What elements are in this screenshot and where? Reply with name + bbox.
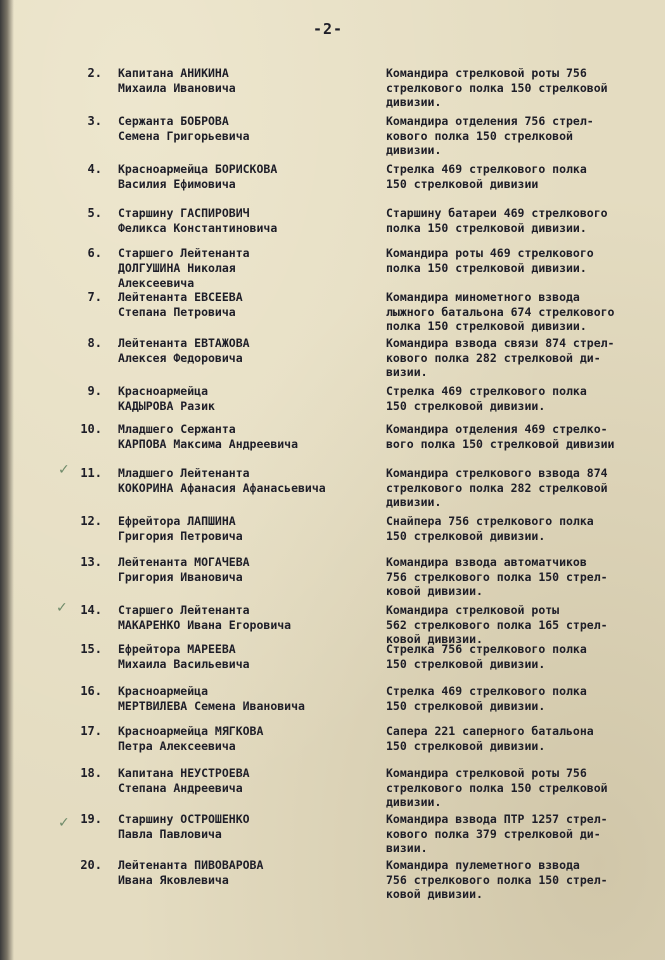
position-description-line: 756 стрелкового полка 150 стрел- — [386, 872, 608, 887]
position-description-line: Сапера 221 саперного батальона — [386, 724, 594, 738]
position-description-line: Командира отделения 469 стрелко- — [386, 422, 608, 436]
position-description — [386, 246, 662, 275]
person-name — [118, 466, 380, 496]
position-description — [386, 642, 662, 671]
person-name-line: Ивана Яковлевича — [118, 873, 229, 887]
position-description-line: 150 стрелковой дивизии. — [386, 738, 546, 753]
person-name-line: Старшину ОСТРОШЕНКО — [118, 812, 250, 826]
position-description-line: 150 стрелковой дивизии. — [386, 398, 546, 413]
position-description-line: Командира роты 469 стрелкового — [386, 246, 594, 260]
person-name — [118, 555, 380, 585]
position-description-line: 150 стрелковой дивизии. — [386, 698, 546, 713]
person-name — [118, 514, 380, 544]
position-description-line: 150 стрелковой дивизии. — [386, 656, 546, 671]
person-name — [118, 336, 380, 366]
person-name-line: Лейтенанта МОГАЧЕВА — [118, 555, 250, 569]
check-mark-icon: ✓ — [58, 815, 70, 831]
person-name-line: ДОЛГУШИНА Николая — [118, 261, 236, 275]
person-name — [118, 422, 380, 452]
position-description — [386, 66, 662, 110]
position-description — [386, 724, 662, 753]
position-description-line: лыжного батальона 674 стрелкового — [386, 304, 615, 319]
position-description-line: дивизии. — [386, 495, 442, 509]
person-name-line: Красноармейца БОРИСКОВА — [118, 162, 278, 176]
person-name-line: Лейтенанта ЕВСЕЕВА — [118, 290, 243, 304]
position-description-line: дивизии. — [386, 95, 442, 109]
person-name-line: Лейтенанта ПИВОВАРОВА — [118, 858, 264, 872]
entry-number: 13. — [80, 555, 102, 569]
position-description-line: Командира стрелкового взвода 874 — [386, 466, 608, 480]
position-description — [386, 603, 662, 647]
position-description — [386, 162, 662, 191]
person-name-line: Петра Алексеевича — [118, 739, 236, 753]
position-description-line: Командира взвода связи 874 стрел- — [386, 336, 615, 350]
person-name-line: Капитана НЕУСТРОЕВА — [118, 766, 250, 780]
position-description-line: Командира взвода ПТР 1257 стрел- — [386, 812, 608, 826]
position-description-line: стрелкового полка 150 стрелковой — [386, 80, 608, 95]
position-description-line: кового полка 150 стрелковой — [386, 128, 573, 143]
person-name — [118, 290, 380, 320]
person-name-line: КОКОРИНА Афанасия Афанасьевича — [118, 481, 326, 495]
position-description-line: кового полка 282 стрелковой ди- — [386, 350, 601, 365]
person-name-line: Младшего Сержанта — [118, 422, 236, 436]
person-name-line: МАКАРЕНКО Ивана Егоровича — [118, 618, 292, 632]
position-description-line: Стрелка 469 стрелкового полка — [386, 684, 587, 698]
person-name — [118, 206, 380, 236]
person-name — [118, 684, 380, 714]
person-name — [118, 384, 380, 414]
entry-number: 7. — [87, 290, 102, 304]
position-description-line: Командира стрелковой роты — [386, 603, 560, 617]
position-description-line: визии. — [386, 841, 428, 855]
person-name-line: Старшего Лейтенанта — [118, 246, 250, 260]
position-description-line: стрелкового полка 282 стрелковой — [386, 480, 608, 495]
entry-number: 4. — [87, 162, 102, 176]
position-description — [386, 555, 662, 599]
position-description-line: 150 стрелковой дивизии — [386, 176, 539, 191]
position-description-line: 150 стрелковой дивизии. — [386, 528, 546, 543]
person-name — [118, 642, 380, 672]
person-name — [118, 66, 380, 96]
entry-number: 16. — [80, 684, 102, 698]
position-description-line: Командира стрелковой роты 756 — [386, 766, 587, 780]
person-name-line: Ефрейтора ЛАПШИНА — [118, 514, 236, 528]
position-description — [386, 514, 662, 543]
position-description-line: 756 стрелкового полка 150 стрел- — [386, 569, 608, 584]
position-description-line: Командира минометного взвода — [386, 290, 580, 304]
person-name-line: Василия Ефимовича — [118, 177, 236, 191]
position-description-line: 562 стрелкового полка 165 стрел- — [386, 617, 608, 632]
position-description-line: Командира пулеметного взвода — [386, 858, 580, 872]
position-description-line: вого полка 150 стрелковой дивизии — [386, 436, 615, 451]
person-name-line: Семена Григорьевича — [118, 129, 250, 143]
check-mark-icon: ✓ — [58, 462, 70, 478]
person-name-line: Степана Петровича — [118, 305, 236, 319]
position-description — [386, 384, 662, 413]
entry-number: 8. — [87, 336, 102, 350]
person-name-line: Григория Петровича — [118, 529, 243, 543]
person-name-line: Григория Ивановича — [118, 570, 243, 584]
person-name-line: КАДЫРОВА Разик — [118, 399, 215, 413]
position-description — [386, 206, 662, 235]
person-name — [118, 766, 380, 796]
entry-number: 17. — [80, 724, 102, 738]
person-name-line: Младшего Лейтенанта — [118, 466, 250, 480]
person-name-line: Павла Павловича — [118, 827, 222, 841]
position-description-line: Командира отделения 756 стрел- — [386, 114, 594, 128]
position-description — [386, 812, 662, 856]
person-name-line: Алексеевича — [118, 276, 195, 290]
person-name — [118, 603, 380, 633]
position-description-line: ковой дивизии. — [386, 632, 483, 646]
person-name-line: Степана Андреевича — [118, 781, 243, 795]
position-description-line: дивизии. — [386, 143, 442, 157]
entry-number: 3. — [87, 114, 102, 128]
person-name-line: Старшего Лейтенанта — [118, 603, 250, 617]
position-description-line: ковой дивизии. — [386, 887, 483, 901]
person-name — [118, 246, 380, 291]
person-name-line: Феликса Константиновича — [118, 221, 278, 235]
position-description — [386, 766, 662, 810]
scan-edge — [0, 0, 14, 960]
position-description-line: дивизии. — [386, 795, 442, 809]
person-name-line: КАРПОВА Максима Андреевича — [118, 437, 299, 451]
position-description-line: полка 150 стрелковой дивизии. — [386, 220, 587, 235]
person-name-line: МЕРТВИЛЕВА Семена Ивановича — [118, 699, 305, 713]
entry-number: 12. — [80, 514, 102, 528]
entry-number: 5. — [87, 206, 102, 220]
entry-number: 14. — [80, 603, 102, 617]
person-name-line: Старшину ГАСПИРОВИЧ — [118, 206, 250, 220]
entry-number: 19. — [80, 812, 102, 826]
person-name — [118, 162, 380, 192]
entry-number: 11. — [80, 466, 102, 480]
person-name-line: Красноармейца — [118, 384, 209, 398]
person-name-line: Сержанта БОБРОВА — [118, 114, 229, 128]
page-number: -2- — [312, 20, 344, 38]
position-description — [386, 422, 662, 451]
person-name-line: Алексея Федоровича — [118, 351, 243, 365]
position-description-line: полка 150 стрелковой дивизии. — [386, 260, 587, 275]
entry-number: 20. — [80, 858, 102, 872]
person-name-line: Михаила Васильевича — [118, 657, 250, 671]
position-description-line: Командира взвода автоматчиков — [386, 555, 587, 569]
person-name-line: Михаила Ивановича — [118, 81, 236, 95]
person-name-line: Лейтенанта ЕВТАЖОВА — [118, 336, 250, 350]
entry-number: 9. — [87, 384, 102, 398]
entry-number: 6. — [87, 246, 102, 260]
position-description — [386, 290, 662, 334]
position-description-line: Стрелка 469 стрелкового полка — [386, 162, 587, 176]
position-description-line: Стрелка 756 стрелкового полка — [386, 642, 587, 656]
position-description-line: кового полка 379 стрелковой ди- — [386, 826, 601, 841]
position-description-line: Старшину батареи 469 стрелкового — [386, 206, 608, 220]
position-description — [386, 684, 662, 713]
entry-number: 18. — [80, 766, 102, 780]
position-description-line: Снайпера 756 стрелкового полка — [386, 514, 594, 528]
person-name — [118, 812, 380, 842]
entry-number: 10. — [80, 422, 102, 436]
position-description-line: Стрелка 469 стрелкового полка — [386, 384, 587, 398]
person-name-line: Красноармейца МЯГКОВА — [118, 724, 264, 738]
check-mark-icon: ✓ — [56, 600, 68, 616]
person-name-line: Ефрейтора МАРЕЕВА — [118, 642, 236, 656]
position-description-line: ковой дивизии. — [386, 584, 483, 598]
position-description-line: полка 150 стрелковой дивизии. — [386, 319, 587, 333]
position-description-line: Командира стрелковой роты 756 — [386, 66, 587, 80]
entry-number: 2. — [87, 66, 102, 80]
person-name — [118, 114, 380, 144]
position-description — [386, 466, 662, 510]
entry-number: 15. — [80, 642, 102, 656]
position-description — [386, 114, 662, 158]
position-description — [386, 858, 662, 902]
person-name-line: Капитана АНИКИНА — [118, 66, 229, 80]
position-description-line: стрелкового полка 150 стрелковой — [386, 780, 608, 795]
person-name — [118, 858, 380, 888]
position-description — [386, 336, 662, 380]
person-name — [118, 724, 380, 754]
person-name-line: Красноармейца — [118, 684, 209, 698]
position-description-line: визии. — [386, 365, 428, 379]
